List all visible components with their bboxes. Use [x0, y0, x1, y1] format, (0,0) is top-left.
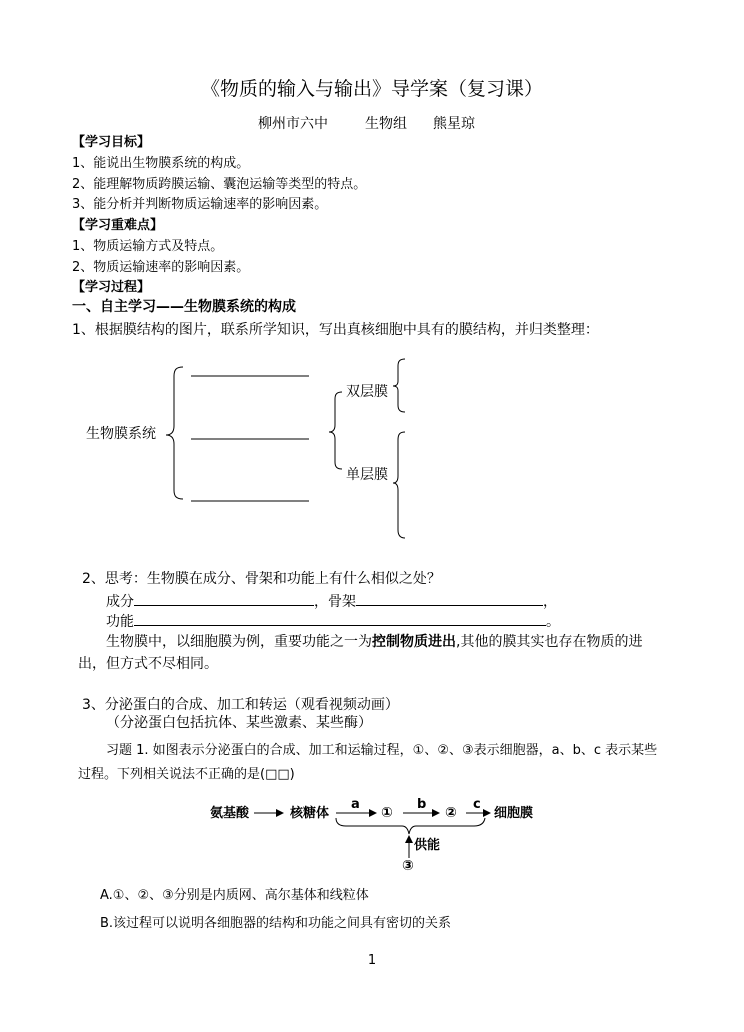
- single-membrane-label: 单层膜: [346, 467, 388, 483]
- objectives-header: 【学习目标】: [72, 135, 151, 150]
- flow-amino-acid: 氨基酸: [210, 806, 250, 821]
- flow-organelle-2: ②: [445, 805, 457, 821]
- skeleton-label: ，骨架: [314, 594, 356, 610]
- para-text: 生物膜中，以细胞膜为例，重要功能之一为: [106, 634, 372, 650]
- question-3-note: （分泌蛋白包括抗体、某些激素、某些酶）: [106, 715, 372, 731]
- objective-item: 1、能说出生物膜系统的构成。: [72, 156, 250, 171]
- flow-label-c: c: [473, 797, 481, 812]
- q2-paragraph-line2: 出，但方式不尽相同。: [78, 656, 218, 672]
- question-2: 2、思考：生物膜在成分、骨架和功能上有什么相似之处？: [82, 571, 441, 587]
- key-point-item: 2、物质运输速率的影响因素。: [72, 260, 250, 275]
- flow-energy-supply: 供能: [414, 838, 441, 853]
- flow-organelle-3: ③: [402, 858, 414, 874]
- flow-cell-membrane: 细胞膜: [494, 806, 534, 821]
- key-point-item: 1、物质运输方式及特点。: [72, 239, 224, 254]
- flow-organelle-1: ①: [381, 805, 393, 821]
- double-membrane-label: 双层膜: [346, 384, 388, 400]
- key-points-header: 【学习重难点】: [72, 218, 164, 233]
- flow-ribosome: 核糖体: [290, 806, 330, 821]
- row-period: 。: [546, 614, 560, 630]
- objective-item: 3、能分析并判断物质运输速率的影响因素。: [72, 197, 328, 212]
- page-number: 1: [367, 953, 377, 968]
- objective-item: 2、能理解物质跨膜运输、囊泡运输等类型的特点。: [72, 177, 367, 192]
- author-teacher: 熊星琼: [433, 116, 475, 132]
- diagram-root-label: 生物膜系统: [86, 426, 156, 442]
- exercise-1-line1: 习题 1. 如图表示分泌蛋白的合成、加工和运输过程，①、②、③表示细胞器，a、b、c 表示某些: [106, 743, 658, 758]
- function-label: 功能: [106, 614, 134, 630]
- question-1: 1、根据膜结构的图片，联系所学知识，写出真核细胞中具有的膜结构，并归类整理：: [72, 322, 599, 338]
- exercise-1-line2: 过程。下列相关说法不正确的是(□□): [78, 767, 295, 782]
- flow-label-a: a: [351, 797, 360, 812]
- section1-title: 一、自主学习——生物膜系统的构成: [72, 299, 296, 315]
- energy-brace: [336, 818, 485, 834]
- author-group: 生物组: [365, 116, 407, 132]
- flow-label-b: b: [417, 797, 427, 812]
- author-school: 柳州市六中: [258, 116, 328, 132]
- option-a: A.①、②、③分别是内质网、高尔基体和线粒体: [100, 888, 369, 903]
- composition-label: 成分: [106, 594, 134, 610]
- para-bold-text: 控制物质进出: [372, 634, 456, 650]
- page-title: 《物质的输入与输出》导学案（复习课）: [200, 78, 543, 100]
- para-text-end: ,其他的膜其实也存在物质的进: [456, 634, 643, 650]
- row-comma: ，: [543, 594, 557, 610]
- process-header: 【学习过程】: [72, 280, 151, 295]
- question-3-title: 3、分泌蛋白的合成、加工和转运（观看视频动画）: [82, 697, 399, 713]
- option-b: B.该过程可以说明各细胞器的结构和功能之间具有密切的关系: [100, 916, 452, 931]
